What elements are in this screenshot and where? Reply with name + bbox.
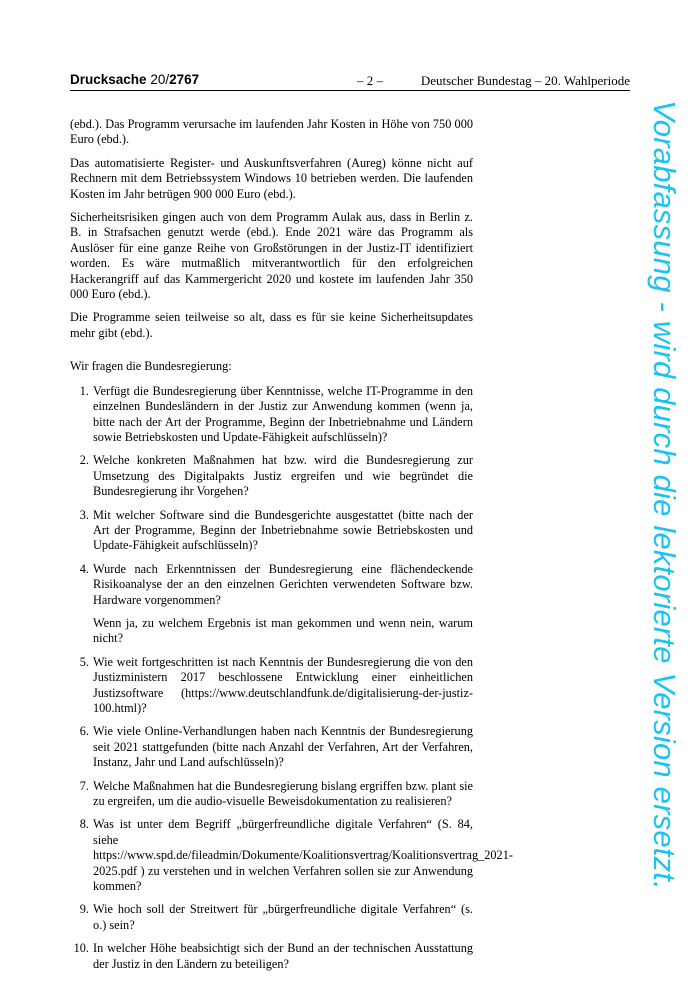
page-header	[70, 70, 630, 91]
document-number	[150, 72, 199, 87]
question-text: Wie weit fortgeschritten ist nach Kenntnis der Bundesregierung die von den Justizministern 2017 beschlossene Entwicklung einer einheitlichen Justizsoftware (https://www.deutschlandfunk.de/digitalisierung-der-justiz-100.html)?	[93, 654, 473, 715]
paragraph: Das automatisierte Register- und Auskunftsverfahren (Aureg) könne nicht auf Rechnern mit dem Betriebssystem Windows 10 betrieben werden. Die laufenden Kosten im Jahr betrügen 900 000 Euro (ebd.).	[70, 155, 473, 201]
question-item	[70, 508, 473, 554]
question-item	[70, 817, 513, 894]
question-text: Wie hoch soll der Streitwert für „bürgerfreundliche digitale Verfahren“ (s. o.) sein?	[93, 902, 473, 932]
question-number: 1.	[79, 383, 89, 398]
questions-lead: Wir fragen die Bundesregierung:	[70, 359, 232, 374]
question-text: Welche Maßnahmen hat die Bundesregierung bislang ergriffen bzw. plant sie zu ergreifen, um die audio-visuelle Beweisdokumentation zu realisieren?	[93, 778, 473, 809]
document-id	[70, 72, 199, 87]
question-item	[70, 655, 473, 717]
question-number: 8.	[79, 817, 89, 832]
question-number: 4.	[79, 561, 89, 576]
document-number-prefix: 20/	[150, 72, 170, 87]
paragraph: Sicherheitsrisiken gingen auch von dem Programm Aulak aus, dass in Berlin z. B. in Strafsachen genutzt werde (ebd.). Ende 2021 wäre das Programm als Auslöser für eine ganze Reihe von Großstörungen in der Justiz-IT identifiziert worden. Es wäre mutmaßlich mitverantwortlich für den erfolgreichen Hackerangriff auf das Kammergericht 2020 und kostete im laufenden Jahr 350 000 Euro (ebd.).	[70, 210, 473, 302]
question-text: Welche konkreten Maßnahmen hat bzw. wird die Bundesregierung zur Umsetzung des Digitalpakts Justiz ergreifen und wie begründet die Bundesregierung ihr Vorgehen?	[93, 453, 473, 499]
question-number: 10.	[73, 941, 89, 956]
page-number: – 2 –	[357, 73, 383, 88]
question-item	[70, 562, 473, 647]
question-text: Verfügt die Bundesregierung über Kenntnisse, welche IT-Programme in den einzelnen Bundesländern in der Justiz zur Anwendung kommen (wenn ja, bitte nach der Art der Programme, Beginn der Inbetriebnahme und Ländern sowie Betriebskosten und Update-Fähigkeit aufschlüsseln)?	[93, 383, 473, 444]
question-number: 5.	[79, 654, 89, 669]
question-text: In welcher Höhe beabsichtigt sich der Bund an der technischen Ausstattung der Justiz in den Ländern zu beteiligen?	[93, 941, 473, 971]
question-text: Wurde nach Erkenntnissen der Bundesregierung eine flächendeckende Risikoanalyse der an den einzelnen Gerichten verwendeten Software bzw. Hardware vorgenommen?	[93, 561, 473, 607]
question-text: Mit welcher Software sind die Bundesgerichte ausgestattet (bitte nach der Art der Programme, Beginn der Inbetriebnahme sowie Betriebskosten und Update-Fähigkeit aufschlüsseln)?	[93, 507, 473, 553]
question-text: Was ist unter dem Begriff „bürgerfreundliche digitale Verfahren“ (S. 84, siehe https://www.spd.de/fileadmin/Dokumente/Koalitionsvertrag/Koalitionsvertrag_2021-2025.pdf ) zu verstehen und in welchen Verfahren sollen sie zur Anwendung kommen?	[93, 817, 513, 894]
question-number: 3.	[79, 507, 89, 522]
question-followup: Wenn ja, zu welchem Ergebnis ist man gekommen und wenn nein, warum nicht?	[93, 615, 473, 646]
question-number: 9.	[79, 902, 89, 917]
question-number: 6.	[79, 724, 89, 739]
questions-list	[70, 383, 513, 972]
question-item	[70, 724, 473, 770]
question-item	[70, 779, 473, 810]
draft-watermark: Vorabfassung - wird durch die lektorierte Version ersetzt.	[647, 100, 682, 890]
question-item	[70, 941, 473, 972]
paragraph: Die Programme seien teilweise so alt, dass es für sie keine Sicherheitsupdates mehr gibt (ebd.).	[70, 310, 473, 340]
question-item	[70, 384, 473, 446]
document-number-bold: 2767	[169, 72, 200, 87]
publisher-info: Deutscher Bundestag – 20. Wahlperiode	[420, 73, 630, 88]
question-text: Wie viele Online-Verhandlungen haben nach Kenntnis der Bundesregierung seit 2021 stattgefunden (bitte nach Anzahl der Verfahren, Art der Verfahren, Instanz, Jahr und Land aufschlüsseln)?	[93, 724, 473, 770]
question-number: 7.	[79, 778, 89, 793]
question-item	[70, 902, 473, 933]
document-label: Drucksache	[70, 72, 147, 87]
document-body	[70, 117, 513, 980]
question-number: 2.	[79, 453, 89, 468]
paragraph: (ebd.). Das Programm verursache im laufenden Jahr Kosten in Höhe von 750 000 Euro (ebd.).	[70, 117, 473, 147]
question-item	[70, 453, 473, 499]
